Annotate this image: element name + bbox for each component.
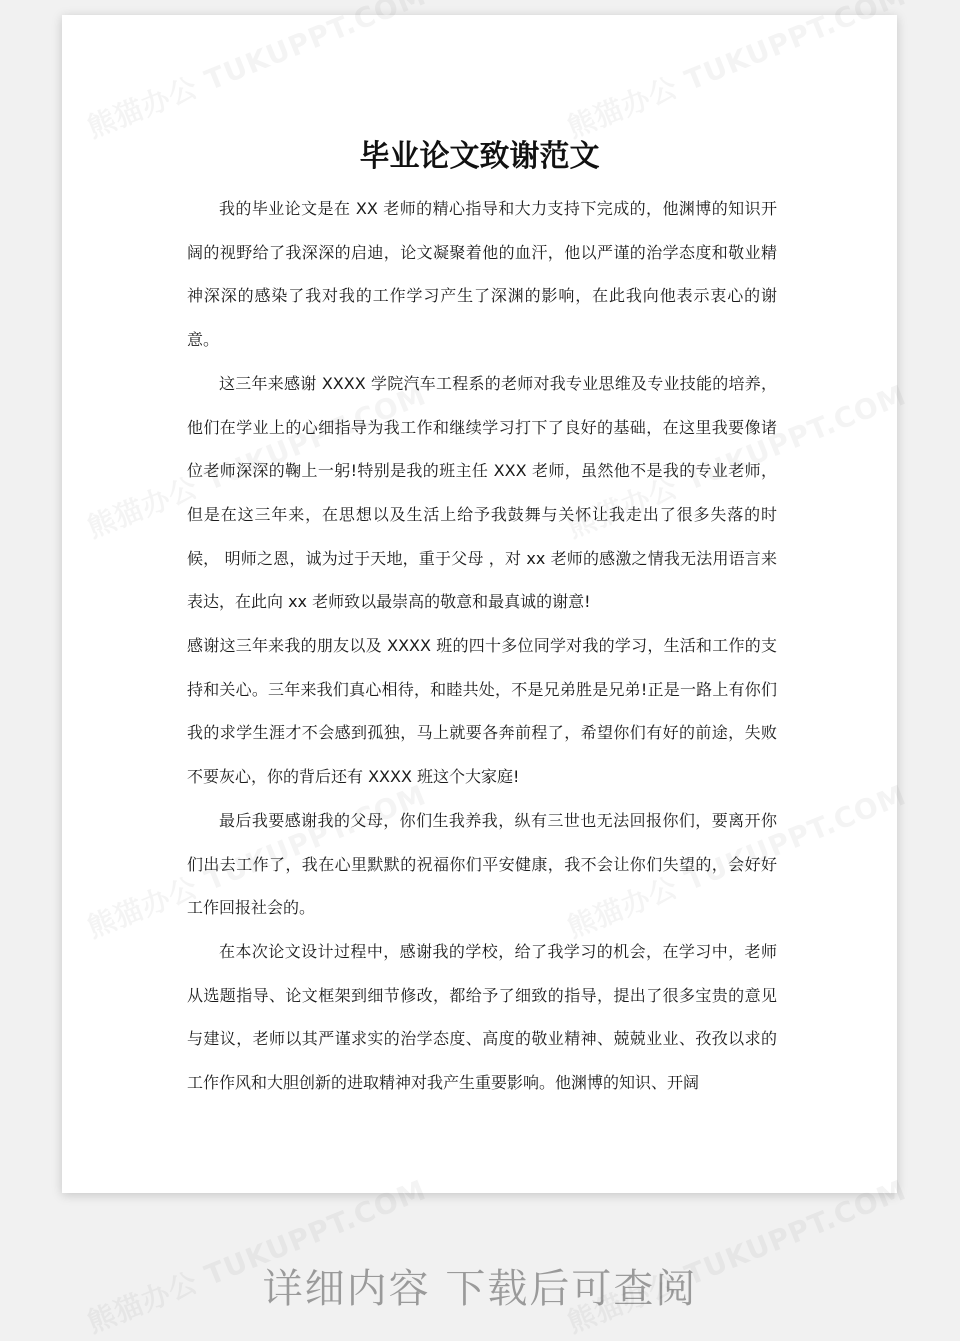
watermark: [561, 1169, 912, 1341]
document-title: 毕业论文致谢范文: [359, 139, 600, 174]
watermark: [81, 1169, 432, 1341]
paragraph-2: 这三年来感谢 XXXX 学院汽车工程系的老师对我专业思维及专业技能的培养，他们在学业上的心细指导为我工作和继续学习打下了良好的基础，在这里我要像诸位老师深深的鞠上一躬!特别是我的班主任 XXX 老师，虽然他不是我的专业老师，但是在这三年来，在思想以及生活上给予我鼓舞与关怀让我走出了很多失落的时候， 明师之恩，诚为过于天地，重于父母 ，对 xx 老师的感激之情我无法用语言来表达，在此向 xx 老师致以最崇高的敬意和最真诚的谢意!: [187, 373, 777, 612]
paragraph-1: 我的毕业论文是在 XX 老师的精心指导和大力支持下完成的，他渊博的知识开阔的视野给了我深深的启迪，论文凝聚着他的血汗，他以严谨的治学态度和敬业精神深深的感染了我对我的工作学习产生了深渊的影响，在此我向他表示衷心的谢意。: [187, 199, 777, 350]
paragraph-4: 最后我要感谢我的父母，你们生我养我，纵有三世也无法回报你们，要离开你们出去工作了，我在心里默默的祝福你们平安健康，我不会让你们失望的，会好好工作回报社会的。: [187, 810, 777, 918]
paragraph-5: 在本次论文设计过程中，感谢我的学校，给了我学习的机会，在学习中，老师从选题指导、论文框架到细节修改，都给予了细致的指导，提出了很多宝贵的意见与建议，老师以其严谨求实的治学态度、高度的敬业精神、兢兢业业、孜孜以求的工作作风和大胆创新的进取精神对我产生重要影响。他渊博的知识、开阔: [187, 941, 777, 1093]
download-hint-footer: 详细内容 下载后可查阅: [262, 1266, 698, 1312]
document-page: [62, 15, 897, 1193]
paragraph-3: 感谢这三年来我的朋友以及 XXXX 班的四十多位同学对我的学习，生活和工作的支持和关心。三年来我们真心相待，和睦共处，不是兄弟胜是兄弟!正是一路上有你们我的求学生涯才不会感到孤独，马上就要各奔前程了，希望你们有好的前途，失败不要灰心，你的背后还有 XXXX 班这个大家庭!: [187, 636, 777, 787]
document-body: [187, 187, 777, 1105]
